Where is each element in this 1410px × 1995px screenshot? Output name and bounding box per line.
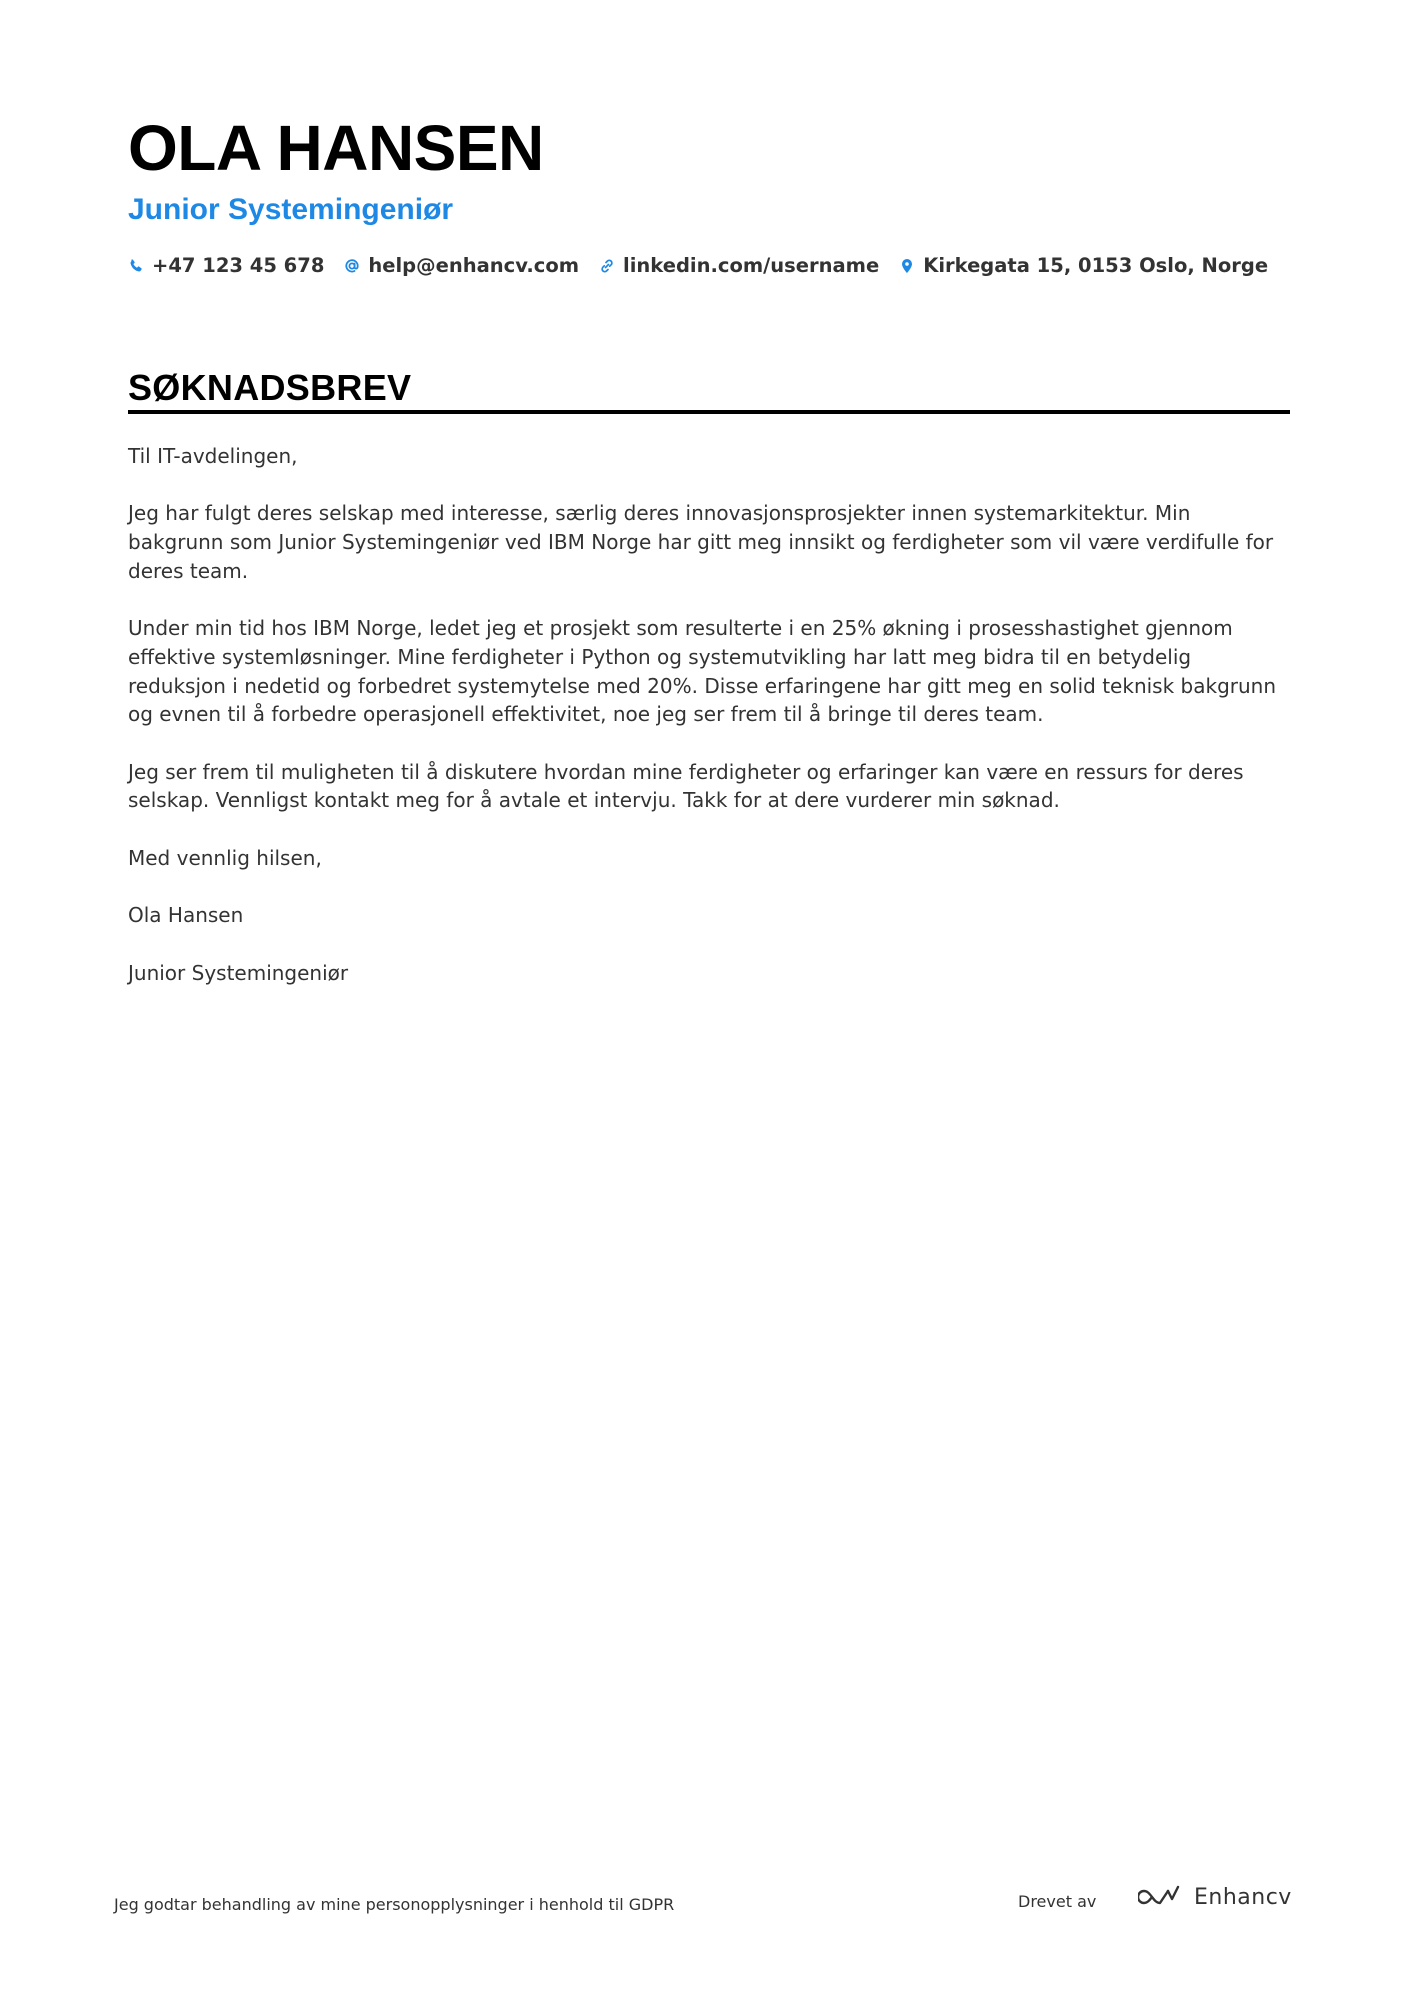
location-pin-icon <box>899 258 915 274</box>
phone-text: +47 123 45 678 <box>152 254 325 277</box>
signature-name: Ola Hansen <box>128 903 244 928</box>
letter-greeting: Til IT-avdelingen, <box>128 444 298 468</box>
enhancv-brand[interactable] <box>1138 1884 1292 1910</box>
enhancv-logo-icon <box>1138 1884 1184 1910</box>
letter-paragraph: Jeg ser frem til muligheten til å diskutere hvordan mine ferdigheter og erfaringer kan være en ressurs for deres selskap. Vennligst kontakt meg for å avtale et intervju. Takk for at dere vurderer min søknad. <box>128 759 1244 813</box>
section-divider <box>128 410 1290 414</box>
letter-closing: Med vennlig hilsen, <box>128 845 322 870</box>
letter-body <box>128 442 1290 1016</box>
letter-paragraph: Jeg har fulgt deres selskap med interesse, særlig deres innovasjonsprosjekter innen systemarkitektur. Min bakgrunn som Junior Systemingeniør ved IBM Norge har gitt meg innsikt og ferdigheter som vil være verdifulle for deres team. <box>128 501 1274 583</box>
link-icon <box>599 258 615 274</box>
contact-email[interactable] <box>344 254 579 277</box>
gdpr-note: Jeg godtar behandling av mine personopplysninger i henhold til GDPR <box>114 1895 675 1914</box>
email-text: help@enhancv.com <box>368 254 580 277</box>
contact-phone[interactable] <box>128 254 324 277</box>
at-icon <box>344 258 360 274</box>
contact-address <box>899 254 1268 277</box>
signature-title: Junior Systemingeniør <box>128 960 349 985</box>
contact-bar <box>128 254 1268 277</box>
linkedin-text: linkedin.com/username <box>623 254 880 277</box>
address-text: Kirkegata 15, 0153 Oslo, Norge <box>923 254 1269 277</box>
applicant-role: Junior Systemingeniør <box>128 193 454 226</box>
brand-name: Enhancv <box>1194 1884 1292 1910</box>
powered-by-label: Drevet av <box>1018 1892 1097 1911</box>
letter-paragraph: Under min tid hos IBM Norge, ledet jeg et prosjekt som resulterte i en 25% økning i prosesshastighet gjennom effektive systemløsninger. Mine ferdigheter i Python og systemutvikling har latt meg bidra til en betydelig reduksjon i nedetid og forbedret systemytelse med 20%. Disse erfaringene har gitt meg en solid teknisk bakgrunn og evnen til å forbedre operasjonell effektivitet, noe jeg ser frem til å bringe til deres team. <box>128 616 1277 727</box>
applicant-name: OLA HANSEN <box>128 112 544 184</box>
contact-linkedin[interactable] <box>599 254 879 277</box>
section-title: SØKNADSBREV <box>128 367 412 408</box>
phone-icon <box>128 258 144 274</box>
